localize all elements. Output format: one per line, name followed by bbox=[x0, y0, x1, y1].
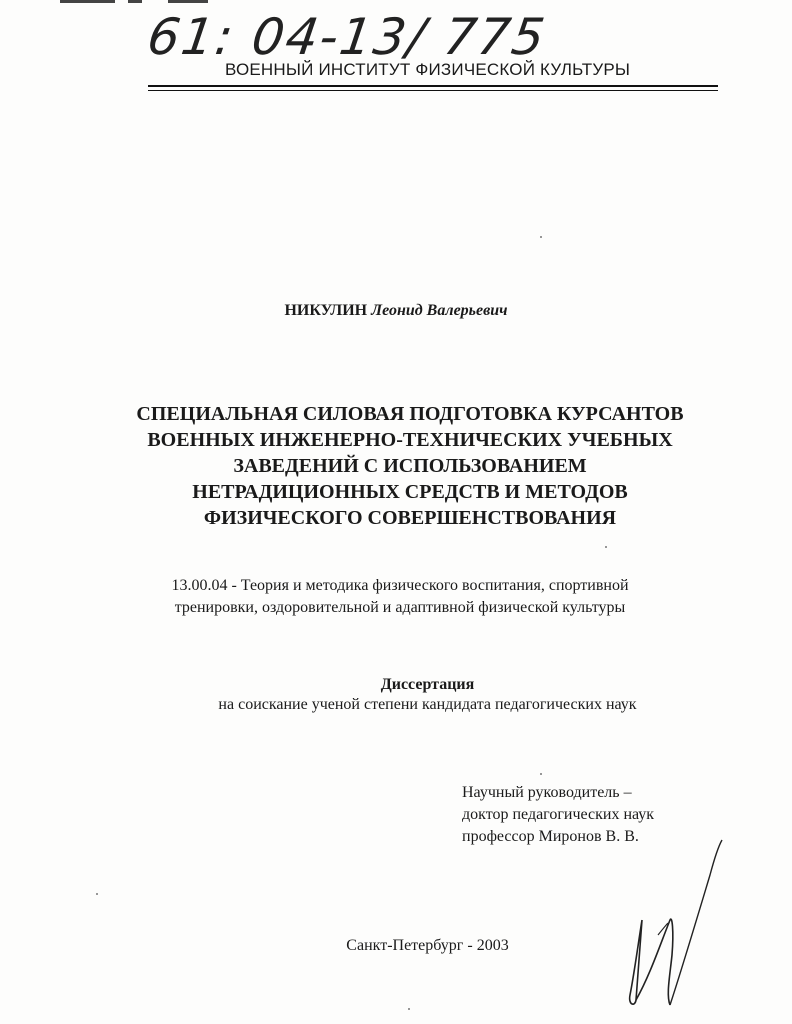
supervisor-line: доктор педагогических наук bbox=[462, 806, 655, 823]
title-line: СПЕЦИАЛЬНАЯ СИЛОВАЯ ПОДГОТОВКА КУРСАНТОВ bbox=[136, 403, 684, 425]
header-rule bbox=[148, 85, 718, 87]
scan-speck bbox=[96, 893, 98, 895]
title-line: ЗАВЕДЕНИЙ С ИСПОЛЬЗОВАНИЕМ bbox=[233, 455, 587, 477]
dissertation-title bbox=[100, 401, 720, 531]
supervisor-line: профессор Миронов В. В. bbox=[462, 828, 639, 845]
institute-name: ВОЕННЫЙ ИНСТИТУТ ФИЗИЧЕСКОЙ КУЛЬТУРЫ bbox=[225, 60, 631, 79]
scan-mark bbox=[168, 0, 208, 3]
specialty-code bbox=[80, 575, 720, 619]
header-rule-thin bbox=[148, 90, 718, 91]
title-line: НЕТРАДИЦИОННЫХ СРЕДСТВ И МЕТОДОВ bbox=[192, 481, 628, 503]
supervisor-line: Научный руководитель – bbox=[462, 784, 632, 801]
scan-speck bbox=[540, 236, 542, 238]
scan-speck bbox=[540, 773, 542, 775]
degree-statement: на соискание ученой степени кандидата педагогических наук bbox=[218, 696, 637, 713]
document-type: Диссертация bbox=[380, 676, 475, 693]
signature-icon bbox=[600, 835, 740, 1010]
scan-speck bbox=[605, 546, 607, 548]
scan-speck bbox=[408, 1008, 410, 1010]
title-line: ФИЗИЧЕСКОГО СОВЕРШЕНСТВОВАНИЯ bbox=[203, 507, 617, 529]
specialty-line: тренировки, оздоровительной и адаптивной физической культуры bbox=[174, 599, 626, 616]
city-and-year: Санкт-Петербург - 2003 bbox=[346, 937, 509, 954]
author-name bbox=[0, 302, 792, 320]
author-given-names: Леонид Валерьевич bbox=[371, 302, 508, 319]
author-surname: НИКУЛИН bbox=[284, 302, 368, 319]
handwritten-catalog-number: 61: 04-13/ 775 bbox=[143, 8, 550, 66]
scan-mark bbox=[60, 0, 115, 3]
title-line: ВОЕННЫХ ИНЖЕНЕРНО-ТЕХНИЧЕСКИХ УЧЕБНЫХ bbox=[147, 429, 673, 451]
scan-mark bbox=[128, 0, 142, 3]
specialty-line: 13.00.04 - Теория и методика физического воспитания, спортивной bbox=[171, 577, 629, 594]
